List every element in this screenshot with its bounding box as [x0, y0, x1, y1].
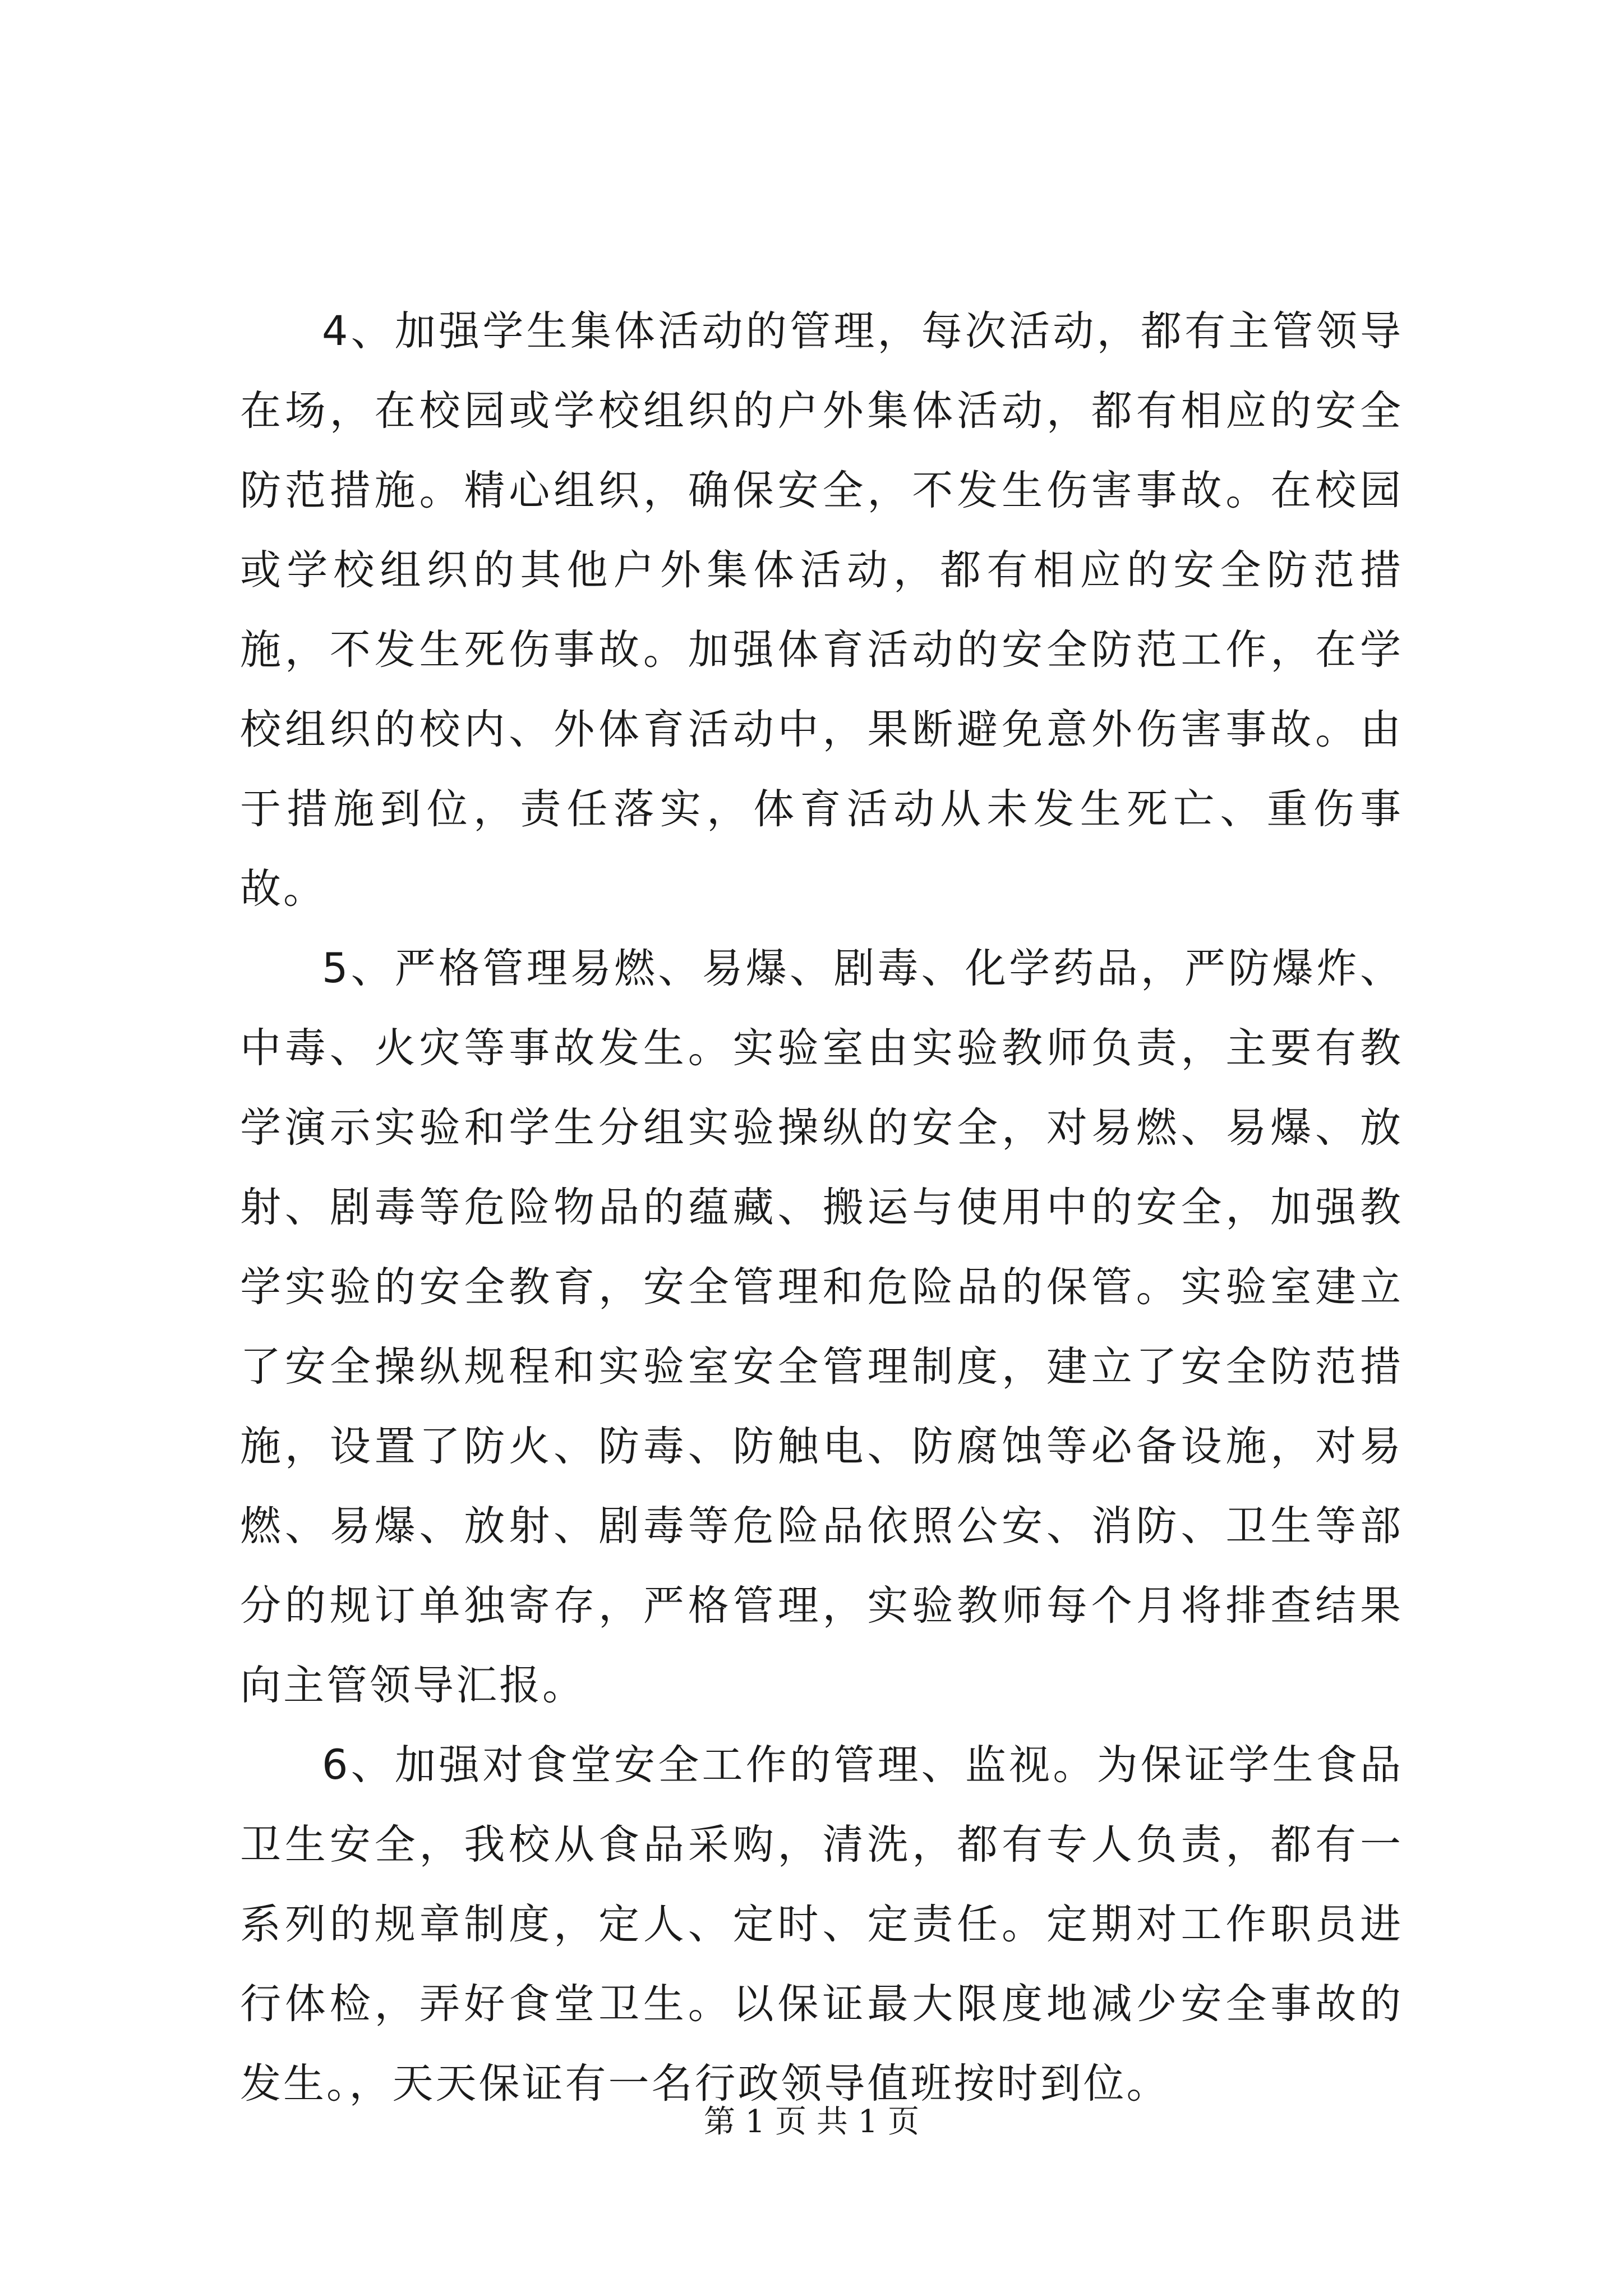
page-footer: 第 1 页 共 1 页 — [703, 2104, 920, 2140]
paragraph-item-5: 5、严格管理易燃、易爆、剧毒、化学药品，严防爆炸、中毒、火灾等事故发生。实验室由实验教师负责，主要有教学演示实验和学生分组实验操纵的安全，对易燃、易爆、放射、剧毒等危险物品的蕴藏、搬运与使用中的安全，加强教学实验的安全教育，安全管理和危险品的保管。实验室建立了安全操纵规程和实验室安全管理制度，建立了安全防范措施，设置了防火、防毒、防触电、防腐蚀等必备设施，对易燃、易爆、放射、剧毒等危险品依照公安、消防、卫生等部分的规订单独寄存，严格管理，实验教师每个月将排查结果向主管领导汇报。 — [240, 945, 1403, 1709]
paragraph-item-4: 4、加强学生集体活动的管理，每次活动，都有主管领导在场，在校园或学校组织的户外集体活动，都有相应的安全防范措施。精心组织，确保安全，不发生伤害事故。在校园或学校组织的其他户外集体活动，都有相应的安全防范措施，不发生死伤事故。加强体育活动的安全防范工作，在学校组织的校内、外体育活动中，果断避免意外伤害事故。由于措施到位，责任落实，体育活动从未发生死亡、重伤事故。 — [240, 307, 1403, 913]
document-body — [240, 292, 1403, 2124]
paragraph-item-6: 6、加强对食堂安全工作的管理、监视。为保证学生食品卫生安全，我校从食品采购，清洗，都有专人负责，都有一系列的规章制度，定人、定时、定责任。定期对工作职员进行体检，弄好食堂卫生。以保证最大限度地减少安全事故的发生。，天天保证有一名行政领导值班按时到位。 — [240, 1741, 1403, 2108]
